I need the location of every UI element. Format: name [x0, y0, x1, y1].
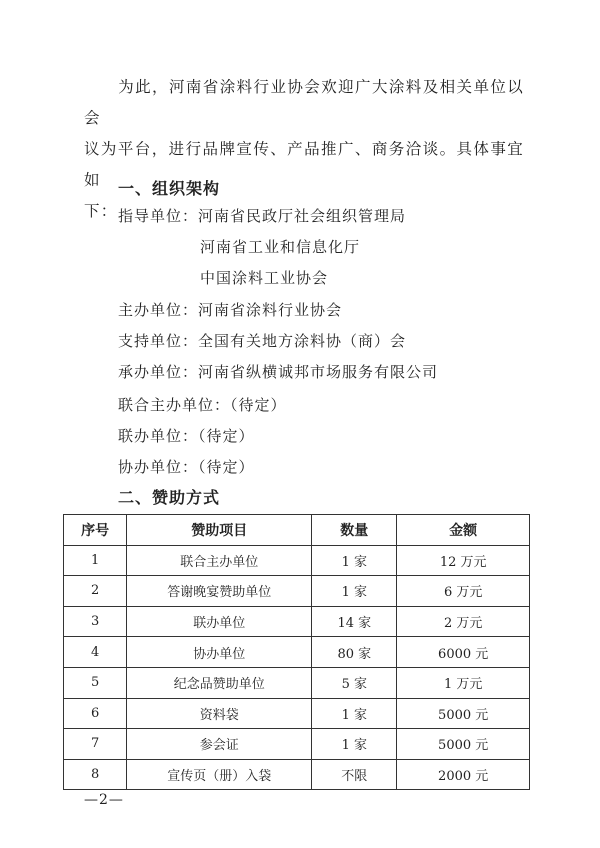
cell-item: 联合主办单位 [127, 545, 312, 576]
intro-line-3: 下： [84, 202, 118, 220]
table-row [64, 637, 530, 668]
cell-item: 答谢晚宴赞助单位 [127, 576, 312, 607]
cell-quantity: 1 家 [312, 698, 397, 729]
cell-index: 6 [64, 698, 127, 729]
cell-item: 纪念品赞助单位 [127, 667, 312, 698]
guide-unit-3: 中国涂料工业协会 [200, 269, 329, 287]
table-row [64, 576, 530, 607]
guide-unit-1: 河南省民政厅社会组织管理局 [198, 207, 407, 225]
cell-item: 参会证 [127, 729, 312, 760]
intro-line-2: 议为平台，进行品牌宣传、产品推广、商务洽谈。具体事宜如 [84, 140, 524, 189]
host-unit: 主办单位：河南省涂料行业协会 [118, 301, 343, 319]
cell-amount: 5000 元 [397, 729, 530, 760]
table-row [64, 759, 530, 790]
cell-quantity: 14 家 [312, 606, 397, 637]
intro-paragraph [84, 72, 524, 227]
table-row [64, 606, 530, 637]
guide-unit-2: 河南省工业和信息化厅 [200, 238, 361, 256]
cell-amount: 2000 元 [397, 759, 530, 790]
cell-quantity: 不限 [312, 759, 397, 790]
section-heading-organization: 一、组织架构 [118, 179, 221, 198]
header-amount: 金额 [397, 515, 530, 546]
cell-quantity: 1 家 [312, 545, 397, 576]
cell-index: 8 [64, 759, 127, 790]
cell-amount: 6000 元 [397, 637, 530, 668]
cell-amount: 5000 元 [397, 698, 530, 729]
table-row [64, 667, 530, 698]
co-organizer-unit: 联办单位：（待定） [118, 427, 255, 445]
cell-amount: 6 万元 [397, 576, 530, 607]
cell-quantity: 1 家 [312, 729, 397, 760]
table-row [64, 698, 530, 729]
guide-unit-line [118, 205, 406, 226]
cell-quantity: 80 家 [312, 637, 397, 668]
cell-item: 联办单位 [127, 606, 312, 637]
cell-item: 资料袋 [127, 698, 312, 729]
cell-index: 2 [64, 576, 127, 607]
header-item: 赞助项目 [127, 515, 312, 546]
section-heading-sponsorship: 二、赞助方式 [118, 488, 221, 507]
cell-item: 协办单位 [127, 637, 312, 668]
cell-quantity: 1 家 [312, 576, 397, 607]
table-row [64, 545, 530, 576]
table-row [64, 729, 530, 760]
cell-amount: 1 万元 [397, 667, 530, 698]
cell-index: 7 [64, 729, 127, 760]
intro-line-1: 为此，河南省涂料行业协会欢迎广大涂料及相关单位以会 [84, 78, 524, 127]
cell-amount: 12 万元 [397, 545, 530, 576]
cell-index: 1 [64, 545, 127, 576]
table-header-row [64, 515, 530, 546]
assisting-unit: 协办单位：（待定） [118, 458, 255, 476]
undertake-unit: 承办单位：河南省纵横诚邦市场服务有限公司 [118, 363, 439, 381]
header-index: 序号 [64, 515, 127, 546]
header-quantity: 数量 [312, 515, 397, 546]
guide-label: 指导单位： [118, 207, 199, 225]
sponsorship-table [63, 514, 530, 790]
support-unit: 支持单位：全国有关地方涂料协（商）会 [118, 332, 407, 350]
cell-item: 宣传页（册）入袋 [127, 759, 312, 790]
cell-index: 4 [64, 637, 127, 668]
cell-amount: 2 万元 [397, 606, 530, 637]
cell-index: 5 [64, 667, 127, 698]
cell-index: 3 [64, 606, 127, 637]
page-number: —2— [84, 792, 124, 808]
table-body [64, 545, 530, 790]
cell-quantity: 5 家 [312, 667, 397, 698]
cohost-unit: 联合主办单位：（待定） [118, 396, 287, 414]
